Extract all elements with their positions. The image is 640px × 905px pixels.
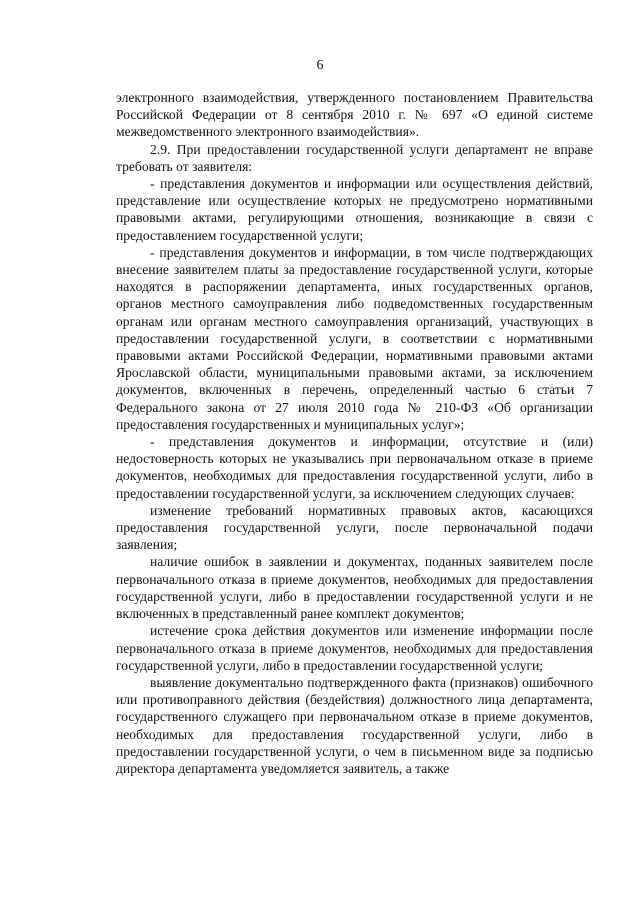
paragraph: изменение требований нормативных правовых актов, касающихся предоставления государственной услуги, после первоначальной подачи заявления; — [116, 502, 593, 553]
paragraph: выявление документально подтвержденного факта (признаков) ошибочного или противоправного действия (бездействия) должностного лица департамента, государственного служащего при первоначальном отказе в приеме документов, необходимых для предоставления государственной услуги, либо в предоставлении государственной услуги, о чем в письменном виде за подписью директора департамента уведомляется заявитель, а также — [116, 674, 593, 776]
document-body — [116, 89, 593, 777]
paragraph: электронного взаимодействия, утвержденного постановлением Правительства Российской Федерации от 8 сентября 2010 г. № 697 «О единой системе межведомственного электронного взаимодействия». — [116, 90, 593, 140]
page-number: 6 — [316, 58, 324, 73]
paragraph: 2.9. При предоставлении государственной услуги департамент не вправе требовать от заявителя: — [116, 141, 593, 174]
paragraph: - представления документов и информации или осуществления действий, представление или осуществление которых не предусмотрено нормативными правовыми актами, регулирующими отношения, возникающие в связи с предоставлением государственной услуги; — [116, 176, 593, 243]
paragraph: - представления документов и информации, в том числе подтверждающих внесение заявителем платы за предоставление государственной услуги, которые находятся в распоряжении департамента, иных государственных органов, органов местного самоуправления либо подведомственных государственным органам или органам местного самоуправления организаций, участвующих в предоставлении государственной услуги, в соответствии с нормативными правовыми актами Российской Федерации, нормативными правовыми актами Ярославской области, муниципальными правовыми актами, за исключением документов, включенных в перечень, определенный частью 6 статьи 7 Федерального закона от 27 июля 2010 года № 210-ФЗ «Об организации предоставления государственных и муниципальных услуг»; — [116, 244, 593, 432]
paragraph: истечение срока действия документов или изменение информации после первоначального отказа в приеме документов, необходимых для предоставления государственной услуги, либо в предоставлении государственной услуги; — [116, 623, 593, 673]
paragraph: наличие ошибок в заявлении и документах, поданных заявителем после первоначального отказа в приеме документов, необходимых для предоставления государственной услуги, либо в предоставлении государственной услуги и не включенных в представленный ранее комплект документов; — [116, 554, 593, 622]
paragraph: - представления документов и информации, отсутствие и (или) недостоверность которых не указывались при первоначальном отказе в приеме документов, необходимых для предоставления государственной услуги, либо в предоставлении государственной услуги, за исключением следующих случаев: — [116, 434, 593, 501]
